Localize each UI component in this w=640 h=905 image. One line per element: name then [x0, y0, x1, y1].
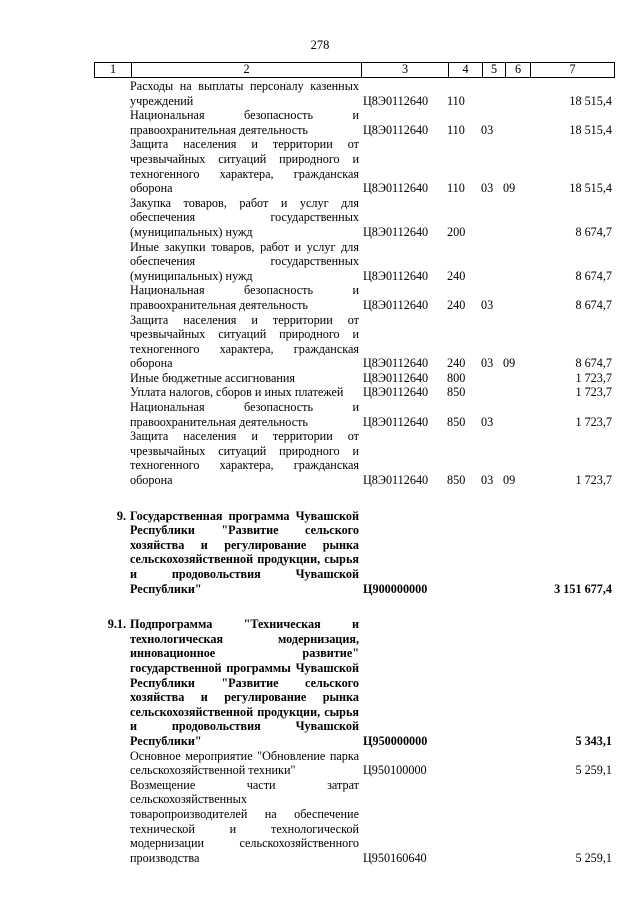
row-amount: 8 674,7 — [575, 268, 612, 283]
row-amount: 8 674,7 — [575, 356, 612, 371]
table-row — [94, 509, 615, 597]
row-code: Ц950000000 — [363, 733, 428, 748]
row-spacer — [94, 596, 615, 617]
table-row — [94, 749, 615, 778]
row-code: Ц900000000 — [363, 581, 428, 596]
table-row — [94, 283, 615, 312]
row-amount: 1 723,7 — [575, 370, 612, 385]
table-row — [94, 371, 615, 386]
row-name: Закупка товаров, работ и услуг для обеспечения государственных (муниципальных) нужд — [130, 195, 359, 239]
row-spacer — [94, 488, 615, 509]
column-header: 2 — [132, 63, 362, 77]
column-header: 3 — [362, 63, 449, 77]
row-amount: 8 674,7 — [575, 297, 612, 312]
budget-table — [94, 62, 615, 865]
table-row — [94, 617, 615, 748]
row-subsection: 09 — [503, 473, 516, 488]
table-body — [94, 79, 615, 865]
table-row — [94, 385, 615, 400]
row-code: Ц950100000 — [363, 763, 427, 778]
row-code: Ц8Э0112640 — [363, 93, 429, 108]
row-code: Ц8Э0112640 — [363, 414, 429, 429]
table-row — [94, 108, 615, 137]
table-row — [94, 313, 615, 371]
row-amount: 5 259,1 — [575, 763, 612, 778]
row-amount: 3 151 677,4 — [554, 581, 612, 596]
row-code: Ц8Э0112640 — [363, 181, 429, 196]
row-amount: 5 259,1 — [575, 850, 612, 865]
row-expense-type: 200 — [447, 224, 466, 239]
row-number: 9. — [116, 508, 126, 523]
row-amount: 18 515,4 — [569, 93, 612, 108]
row-amount: 8 674,7 — [575, 224, 612, 239]
row-name: Государственная программа Чувашской Республики "Развитие сельского хозяйства и регулирование рынка сельскохозяйственной продукции, сырья и продовольствия Чувашской Республики" — [130, 508, 359, 596]
table-row — [94, 400, 615, 429]
row-section: 03 — [481, 356, 494, 371]
row-expense-type: 110 — [447, 93, 465, 108]
row-section: 03 — [481, 122, 494, 137]
column-header: 6 — [506, 63, 531, 77]
row-section: 03 — [481, 414, 494, 429]
row-name: Национальная безопасность и правоохранительная деятельность — [130, 283, 359, 312]
row-name: Национальная безопасность и правоохранительная деятельность — [130, 108, 359, 137]
row-expense-type: 240 — [447, 268, 466, 283]
table-row — [94, 240, 615, 284]
row-name: Расходы на выплаты персоналу казенных учреждений — [130, 79, 359, 108]
row-code: Ц950160640 — [363, 850, 427, 865]
column-header: 5 — [483, 63, 506, 77]
row-expense-type: 110 — [447, 122, 465, 137]
row-expense-type: 850 — [447, 473, 466, 488]
row-expense-type: 110 — [447, 181, 465, 196]
row-name: Иные закупки товаров, работ и услуг для обеспечения государственных (муниципальных) нужд — [130, 239, 359, 283]
row-subsection: 09 — [503, 181, 516, 196]
table-row — [94, 196, 615, 240]
row-amount: 18 515,4 — [569, 181, 612, 196]
row-name: Защита населения и территории от чрезвычайных ситуаций природного и техногенного характера, гражданская оборона — [130, 429, 359, 488]
row-name: Уплата налогов, сборов и иных платежей — [130, 385, 344, 400]
row-expense-type: 850 — [447, 414, 466, 429]
table-row — [94, 137, 615, 195]
table-row — [94, 429, 615, 487]
table-row — [94, 778, 615, 866]
row-name: Возмещение части затрат сельскохозяйственных товаропроизводителей на обеспечение технической и технологической модернизации сельскохозяйственного производства — [130, 777, 359, 865]
row-name: Защита населения и территории от чрезвычайных ситуаций природного и техногенного характера, гражданская оборона — [130, 312, 359, 371]
row-amount: 1 723,7 — [575, 414, 612, 429]
row-expense-type: 240 — [447, 356, 466, 371]
row-number: 9.1. — [107, 617, 126, 632]
table-row — [94, 79, 615, 108]
row-code: Ц8Э0112640 — [363, 122, 429, 137]
row-subsection: 09 — [503, 356, 516, 371]
row-amount: 18 515,4 — [569, 122, 612, 137]
row-code: Ц8Э0112640 — [363, 297, 429, 312]
row-amount: 5 343,1 — [575, 733, 612, 748]
row-name: Подпрограмма "Техническая и технологическая модернизация, инновационное развитие" государственной программы Чувашской Республики "Развитие сельского хозяйства и регулирование рынка сельскохозяйственной продукции, сырья и продовольствия Чувашской Республики" — [130, 617, 359, 748]
row-expense-type: 850 — [447, 385, 466, 400]
row-name: Защита населения и территории от чрезвычайных ситуаций природного и техногенного характера, гражданская оборона — [130, 137, 359, 196]
column-header: 1 — [95, 63, 132, 77]
column-header: 4 — [449, 63, 483, 77]
row-section: 03 — [481, 473, 494, 488]
row-section: 03 — [481, 297, 494, 312]
page-number: 278 — [310, 38, 330, 52]
row-expense-type: 800 — [447, 370, 466, 385]
row-expense-type: 240 — [447, 297, 466, 312]
column-header: 7 — [569, 62, 576, 76]
row-code: Ц8Э0112640 — [363, 356, 429, 371]
row-name: Основное мероприятие "Обновление парка сельскохозяйственной техники" — [130, 748, 359, 778]
row-amount: 1 723,7 — [575, 473, 612, 488]
row-name: Иные бюджетные ассигнования — [130, 370, 296, 385]
row-amount: 1 723,7 — [575, 385, 612, 400]
row-code: Ц8Э0112640 — [363, 268, 429, 283]
row-name: Национальная безопасность и правоохранительная деятельность — [130, 400, 359, 429]
row-code: Ц8Э0112640 — [363, 473, 429, 488]
row-code: Ц8Э0112640 — [363, 370, 429, 385]
table-header-row — [94, 62, 615, 78]
row-section: 03 — [481, 181, 494, 196]
row-code: Ц8Э0112640 — [363, 385, 429, 400]
row-code: Ц8Э0112640 — [363, 224, 429, 239]
